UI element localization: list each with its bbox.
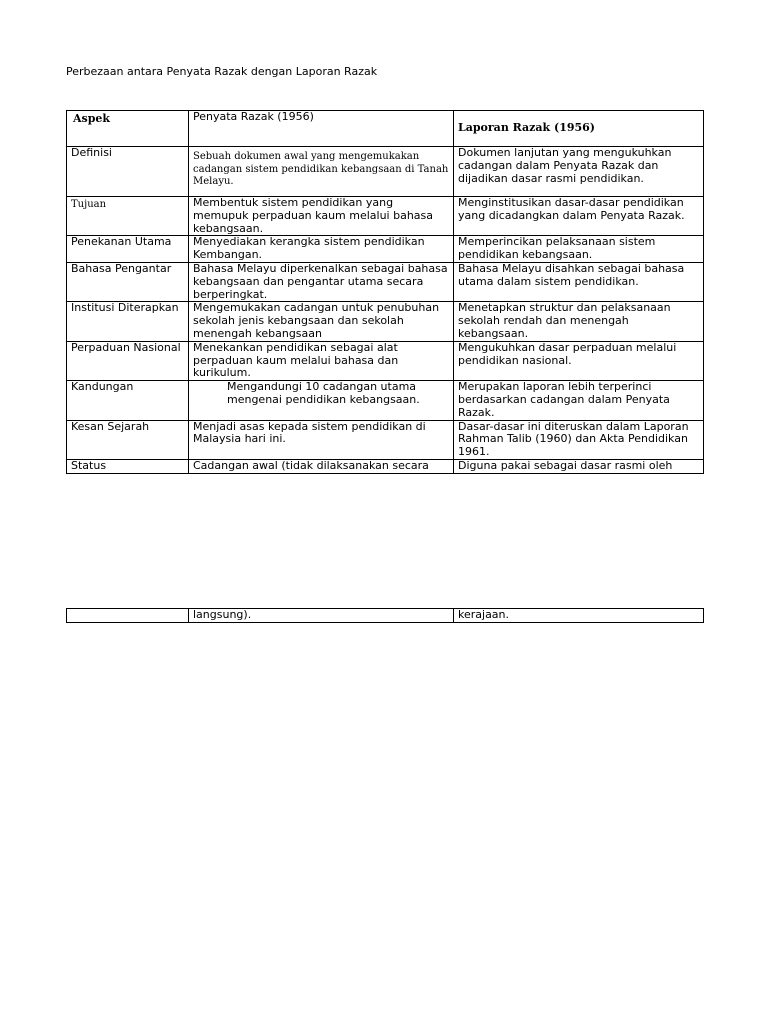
row-penyata: Mengandungi 10 cadangan utama mengenai pendidikan kebangsaan.	[189, 381, 454, 420]
table-row	[67, 381, 704, 420]
table-row	[67, 459, 704, 473]
table-row	[67, 609, 704, 623]
row-aspect: Status	[67, 459, 189, 473]
row-aspect: Tujuan	[67, 197, 189, 236]
document-title: Perbezaan antara Penyata Razak dengan Laporan Razak	[66, 65, 378, 78]
header-laporan-razak: Laporan Razak (1956)	[454, 111, 704, 147]
row-laporan: Diguna pakai sebagai dasar rasmi oleh	[454, 459, 704, 473]
row-laporan: kerajaan.	[454, 609, 704, 623]
row-aspect: Kesan Sejarah	[67, 420, 189, 459]
table-row	[67, 341, 704, 380]
row-penyata: Cadangan awal (tidak dilaksanakan secara	[189, 459, 454, 473]
row-penyata: Membentuk sistem pendidikan yang memupuk perpaduan kaum melalui bahasa kebangsaan.	[189, 197, 454, 236]
comparison-table-continuation	[66, 608, 704, 623]
row-aspect: Penekanan Utama	[67, 236, 189, 263]
table-row	[67, 262, 704, 301]
row-laporan: Bahasa Melayu disahkan sebagai bahasa utama dalam sistem pendidikan.	[454, 262, 704, 301]
comparison-table	[66, 110, 704, 474]
row-aspect: Kandungan	[67, 381, 189, 420]
row-penyata: Bahasa Melayu diperkenalkan sebagai bahasa kebangsaan dan pengantar utama secara berperingkat.	[189, 262, 454, 301]
row-laporan: Dasar-dasar ini diteruskan dalam Laporan Rahman Talib (1960) dan Akta Pendidikan 1961.	[454, 420, 704, 459]
row-laporan: Merupakan laporan lebih terperinci berdasarkan cadangan dalam Penyata Razak.	[454, 381, 704, 420]
row-laporan: Mengukuhkan dasar perpaduan melalui pendidikan nasional.	[454, 341, 704, 380]
table-header-row	[67, 111, 704, 147]
row-laporan: Memperincikan pelaksanaan sistem pendidikan kebangsaan.	[454, 236, 704, 263]
row-penyata: langsung).	[189, 609, 454, 623]
table-row	[67, 236, 704, 263]
row-aspect: Institusi Diterapkan	[67, 302, 189, 341]
row-aspect: Definisi	[67, 147, 189, 197]
row-penyata: Menekankan pendidikan sebagai alat perpaduan kaum melalui bahasa dan kurikulum.	[189, 341, 454, 380]
table-row	[67, 147, 704, 197]
row-penyata: Sebuah dokumen awal yang mengemukakan cadangan sistem pendidikan kebangsaan di Tanah Melayu.	[189, 147, 454, 197]
header-aspek: Aspek	[67, 111, 189, 147]
row-penyata: Menyediakan kerangka sistem pendidikan Kembangan.	[189, 236, 454, 263]
table-row	[67, 302, 704, 341]
table-row	[67, 197, 704, 236]
row-laporan: Dokumen lanjutan yang mengukuhkan cadangan dalam Penyata Razak dan dijadikan dasar rasmi pendidikan.	[454, 147, 704, 197]
header-penyata-razak: Penyata Razak (1956)	[189, 111, 454, 147]
table-row	[67, 420, 704, 459]
row-aspect	[67, 609, 189, 623]
row-aspect: Bahasa Pengantar	[67, 262, 189, 301]
row-penyata: Mengemukakan cadangan untuk penubuhan sekolah jenis kebangsaan dan sekolah menengah kebangsaan	[189, 302, 454, 341]
row-laporan: Menetapkan struktur dan pelaksanaan sekolah rendah dan menengah kebangsaan.	[454, 302, 704, 341]
row-aspect: Perpaduan Nasional	[67, 341, 189, 380]
row-penyata: Menjadi asas kepada sistem pendidikan di Malaysia hari ini.	[189, 420, 454, 459]
row-laporan: Menginstitusikan dasar-dasar pendidikan yang dicadangkan dalam Penyata Razak.	[454, 197, 704, 236]
